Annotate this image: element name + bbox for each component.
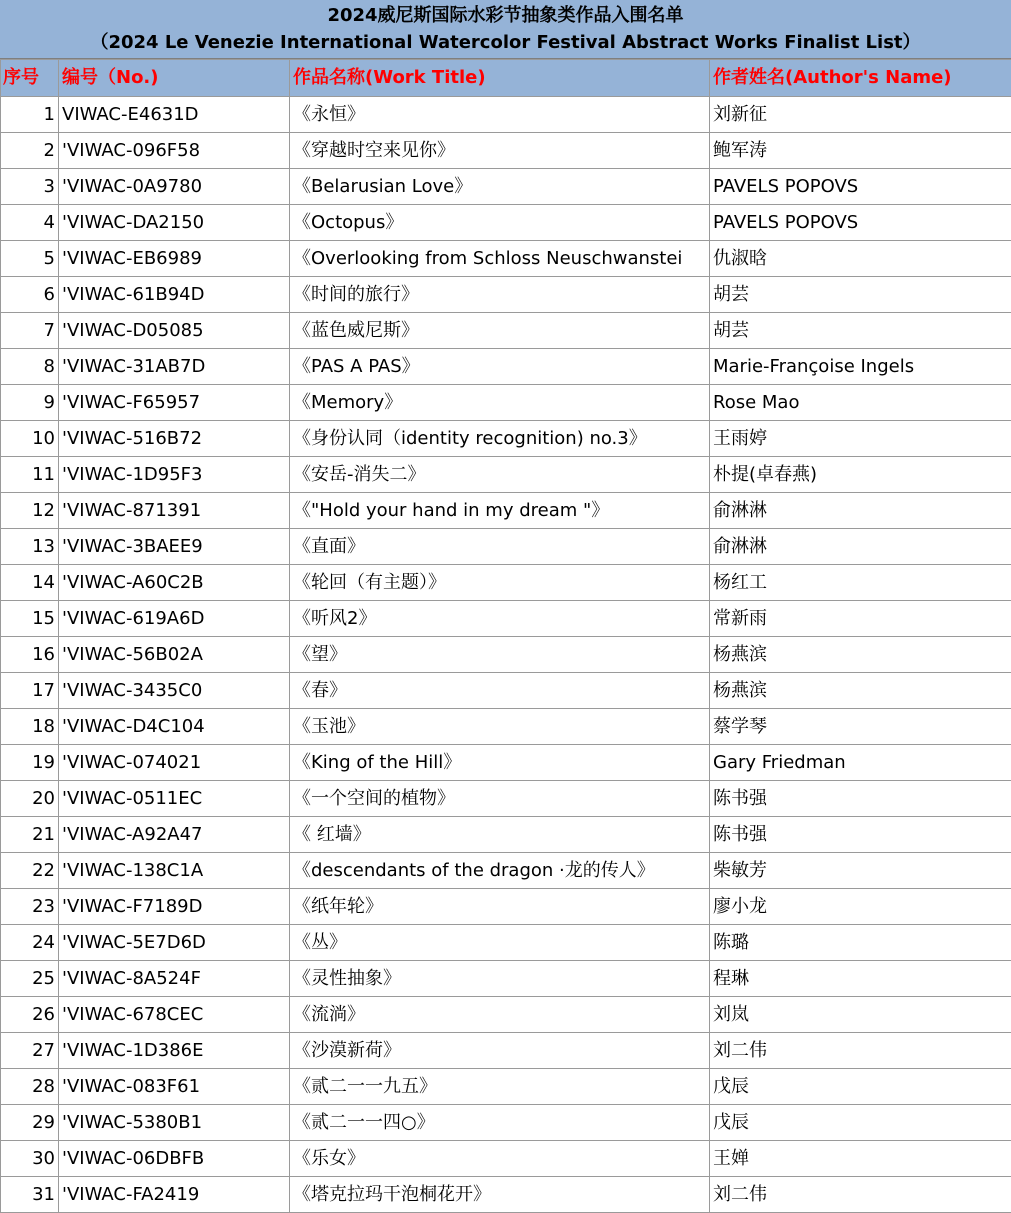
cell-seq[interactable]: 19 <box>1 745 59 781</box>
cell-seq[interactable]: 10 <box>1 421 59 457</box>
cell-author[interactable]: PAVELS POPOVS <box>710 205 1011 241</box>
cell-author[interactable]: 常新雨 <box>710 601 1011 637</box>
cell-no[interactable]: 'VIWAC-D05085 <box>59 313 290 349</box>
cell-author[interactable]: 王雨婷 <box>710 421 1011 457</box>
cell-author[interactable]: 陈书强 <box>710 781 1011 817</box>
cell-seq[interactable]: 1 <box>1 97 59 133</box>
cell-seq[interactable]: 5 <box>1 241 59 277</box>
cell-seq[interactable]: 14 <box>1 565 59 601</box>
column-header-no[interactable]: 编号（No.) <box>59 60 290 97</box>
cell-seq[interactable]: 25 <box>1 961 59 997</box>
cell-title[interactable]: 《永恒》 <box>290 97 710 133</box>
cell-title[interactable]: 《乐女》 <box>290 1141 710 1177</box>
cell-seq[interactable]: 30 <box>1 1141 59 1177</box>
cell-title[interactable]: 《时间的旅行》 <box>290 277 710 313</box>
cell-no[interactable]: 'VIWAC-678CEC <box>59 997 290 1033</box>
cell-author[interactable]: 刘二伟 <box>710 1177 1011 1213</box>
cell-no[interactable]: 'VIWAC-074021 <box>59 745 290 781</box>
cell-no[interactable]: 'VIWAC-EB6989 <box>59 241 290 277</box>
cell-author[interactable]: 刘岚 <box>710 997 1011 1033</box>
header-row <box>1 60 1011 97</box>
cell-no[interactable]: 'VIWAC-516B72 <box>59 421 290 457</box>
cell-seq[interactable]: 28 <box>1 1069 59 1105</box>
cell-seq[interactable]: 15 <box>1 601 59 637</box>
cell-no[interactable]: VIWAC-E4631D <box>59 97 290 133</box>
cell-seq[interactable]: 18 <box>1 709 59 745</box>
cell-no[interactable]: 'VIWAC-1D95F3 <box>59 457 290 493</box>
cell-title[interactable]: 《Memory》 <box>290 385 710 421</box>
cell-no[interactable]: 'VIWAC-3BAEE9 <box>59 529 290 565</box>
cell-author[interactable]: 程琳 <box>710 961 1011 997</box>
cell-no[interactable]: 'VIWAC-F65957 <box>59 385 290 421</box>
cell-no[interactable]: 'VIWAC-61B94D <box>59 277 290 313</box>
cell-no[interactable]: 'VIWAC-A60C2B <box>59 565 290 601</box>
cell-title[interactable]: 《玉池》 <box>290 709 710 745</box>
cell-seq[interactable]: 4 <box>1 205 59 241</box>
cell-seq[interactable]: 12 <box>1 493 59 529</box>
cell-author[interactable]: 胡芸 <box>710 277 1011 313</box>
cell-title[interactable]: 《一个空间的植物》 <box>290 781 710 817</box>
table-row <box>1 961 1011 997</box>
table-row <box>1 565 1011 601</box>
table-row <box>1 853 1011 889</box>
table-row <box>1 817 1011 853</box>
column-header-author[interactable]: 作者姓名(Author's Name) <box>710 60 1011 97</box>
cell-title[interactable]: 《春》 <box>290 673 710 709</box>
table-row <box>1 277 1011 313</box>
finalist-table <box>0 59 1011 1213</box>
cell-title[interactable]: 《听风2》 <box>290 601 710 637</box>
cell-no[interactable]: 'VIWAC-5380B1 <box>59 1105 290 1141</box>
cell-title[interactable]: 《轮回（有主题）》 <box>290 565 710 601</box>
cell-no[interactable]: 'VIWAC-096F58 <box>59 133 290 169</box>
cell-no[interactable]: 'VIWAC-083F61 <box>59 1069 290 1105</box>
cell-no[interactable]: 'VIWAC-0A9780 <box>59 169 290 205</box>
cell-title[interactable]: 《Belarusian Love》 <box>290 169 710 205</box>
table-row <box>1 1177 1011 1213</box>
cell-no[interactable]: 'VIWAC-138C1A <box>59 853 290 889</box>
table-body <box>1 97 1011 1213</box>
table-row <box>1 421 1011 457</box>
cell-title[interactable]: 《直面》 <box>290 529 710 565</box>
table-row <box>1 925 1011 961</box>
cell-title[interactable]: 《"Hold your hand in my dream "》 <box>290 493 710 529</box>
cell-author[interactable]: 戊辰 <box>710 1105 1011 1141</box>
table-row <box>1 673 1011 709</box>
table-row <box>1 745 1011 781</box>
cell-no[interactable]: 'VIWAC-5E7D6D <box>59 925 290 961</box>
cell-seq[interactable]: 13 <box>1 529 59 565</box>
cell-seq[interactable]: 27 <box>1 1033 59 1069</box>
cell-author[interactable]: 杨燕滨 <box>710 637 1011 673</box>
cell-title[interactable]: 《 红墙》 <box>290 817 710 853</box>
cell-author[interactable]: 胡芸 <box>710 313 1011 349</box>
cell-no[interactable]: 'VIWAC-D4C104 <box>59 709 290 745</box>
cell-author[interactable]: 杨燕滨 <box>710 673 1011 709</box>
cell-no[interactable]: 'VIWAC-619A6D <box>59 601 290 637</box>
cell-no[interactable]: 'VIWAC-3435C0 <box>59 673 290 709</box>
table-row <box>1 385 1011 421</box>
cell-seq[interactable]: 16 <box>1 637 59 673</box>
table-row <box>1 1033 1011 1069</box>
title-block <box>0 0 1011 59</box>
table-row <box>1 529 1011 565</box>
page-subtitle: （2024 Le Venezie International Watercolor Festival Abstract Works Finalist List） <box>0 31 1011 55</box>
column-header-seq[interactable]: 序号 <box>1 60 59 97</box>
page-title: 2024威尼斯国际水彩节抽象类作品入围名单 <box>0 4 1011 28</box>
table-row <box>1 1141 1011 1177</box>
cell-seq[interactable]: 20 <box>1 781 59 817</box>
cell-author[interactable]: 蔡学琴 <box>710 709 1011 745</box>
cell-title[interactable]: 《蓝色威尼斯》 <box>290 313 710 349</box>
cell-seq[interactable]: 11 <box>1 457 59 493</box>
cell-no[interactable]: 'VIWAC-56B02A <box>59 637 290 673</box>
cell-author[interactable]: 俞淋淋 <box>710 493 1011 529</box>
cell-author[interactable]: 刘新征 <box>710 97 1011 133</box>
table-row <box>1 205 1011 241</box>
cell-seq[interactable]: 23 <box>1 889 59 925</box>
cell-no[interactable]: 'VIWAC-DA2150 <box>59 205 290 241</box>
cell-title[interactable]: 《纸年轮》 <box>290 889 710 925</box>
cell-seq[interactable]: 24 <box>1 925 59 961</box>
cell-no[interactable]: 'VIWAC-06DBFB <box>59 1141 290 1177</box>
cell-seq[interactable]: 21 <box>1 817 59 853</box>
cell-author[interactable]: 王婵 <box>710 1141 1011 1177</box>
cell-seq[interactable]: 6 <box>1 277 59 313</box>
cell-seq[interactable]: 2 <box>1 133 59 169</box>
table-row <box>1 349 1011 385</box>
cell-author[interactable]: 柴敏芳 <box>710 853 1011 889</box>
cell-no[interactable]: 'VIWAC-FA2419 <box>59 1177 290 1213</box>
cell-seq[interactable]: 8 <box>1 349 59 385</box>
cell-author[interactable]: PAVELS POPOVS <box>710 169 1011 205</box>
table-row <box>1 97 1011 133</box>
table-row <box>1 601 1011 637</box>
cell-title[interactable]: 《安岳-消失二》 <box>290 457 710 493</box>
cell-title[interactable]: 《流淌》 <box>290 997 710 1033</box>
cell-title[interactable]: 《灵性抽象》 <box>290 961 710 997</box>
cell-seq[interactable]: 9 <box>1 385 59 421</box>
cell-author[interactable]: 陈书强 <box>710 817 1011 853</box>
table-row <box>1 133 1011 169</box>
cell-no[interactable]: 'VIWAC-F7189D <box>59 889 290 925</box>
table-row <box>1 637 1011 673</box>
cell-author[interactable]: Marie-Françoise Ingels <box>710 349 1011 385</box>
cell-title[interactable]: 《穿越时空来见你》 <box>290 133 710 169</box>
cell-author[interactable]: 鲍军涛 <box>710 133 1011 169</box>
cell-title[interactable]: 《descendants of the dragon ·龙的传人》 <box>290 853 710 889</box>
cell-no[interactable]: 'VIWAC-871391 <box>59 493 290 529</box>
cell-no[interactable]: 'VIWAC-0511EC <box>59 781 290 817</box>
table-row <box>1 1069 1011 1105</box>
cell-author[interactable]: 仇淑晗 <box>710 241 1011 277</box>
cell-seq[interactable]: 29 <box>1 1105 59 1141</box>
table-row <box>1 781 1011 817</box>
table-row <box>1 709 1011 745</box>
cell-no[interactable]: 'VIWAC-1D386E <box>59 1033 290 1069</box>
table-row <box>1 493 1011 529</box>
cell-author[interactable]: 杨红工 <box>710 565 1011 601</box>
cell-seq[interactable]: 31 <box>1 1177 59 1213</box>
cell-seq[interactable]: 7 <box>1 313 59 349</box>
cell-title[interactable]: 《丛》 <box>290 925 710 961</box>
cell-title[interactable]: 《身份认同（identity recognition) no.3》 <box>290 421 710 457</box>
table-row <box>1 169 1011 205</box>
cell-title[interactable]: 《塔克拉玛干泡桐花开》 <box>290 1177 710 1213</box>
cell-title[interactable]: 《沙漠新荷》 <box>290 1033 710 1069</box>
cell-author[interactable]: 戊辰 <box>710 1069 1011 1105</box>
cell-seq[interactable]: 26 <box>1 997 59 1033</box>
table-row <box>1 1105 1011 1141</box>
cell-title[interactable]: 《Octopus》 <box>290 205 710 241</box>
table-row <box>1 457 1011 493</box>
cell-author[interactable]: 刘二伟 <box>710 1033 1011 1069</box>
cell-author[interactable]: Rose Mao <box>710 385 1011 421</box>
table-row <box>1 313 1011 349</box>
column-header-title[interactable]: 作品名称(Work Title) <box>290 60 710 97</box>
cell-author[interactable]: 俞淋淋 <box>710 529 1011 565</box>
cell-author[interactable]: 朴提(卓春燕) <box>710 457 1011 493</box>
table-row <box>1 241 1011 277</box>
cell-author[interactable]: Gary Friedman <box>710 745 1011 781</box>
cell-author[interactable]: 廖小龙 <box>710 889 1011 925</box>
cell-seq[interactable]: 22 <box>1 853 59 889</box>
cell-title[interactable]: 《PAS A PAS》 <box>290 349 710 385</box>
cell-title[interactable]: 《King of the Hill》 <box>290 745 710 781</box>
cell-no[interactable]: 'VIWAC-A92A47 <box>59 817 290 853</box>
cell-no[interactable]: 'VIWAC-8A524F <box>59 961 290 997</box>
cell-title[interactable]: 《Overlooking from Schloss Neuschwanstei <box>290 241 710 277</box>
cell-no[interactable]: 'VIWAC-31AB7D <box>59 349 290 385</box>
cell-author[interactable]: 陈璐 <box>710 925 1011 961</box>
cell-title[interactable]: 《贰二一一九五》 <box>290 1069 710 1105</box>
cell-title[interactable]: 《贰二一一四○》 <box>290 1105 710 1141</box>
cell-title[interactable]: 《望》 <box>290 637 710 673</box>
table-row <box>1 997 1011 1033</box>
cell-seq[interactable]: 3 <box>1 169 59 205</box>
cell-seq[interactable]: 17 <box>1 673 59 709</box>
table-row <box>1 889 1011 925</box>
